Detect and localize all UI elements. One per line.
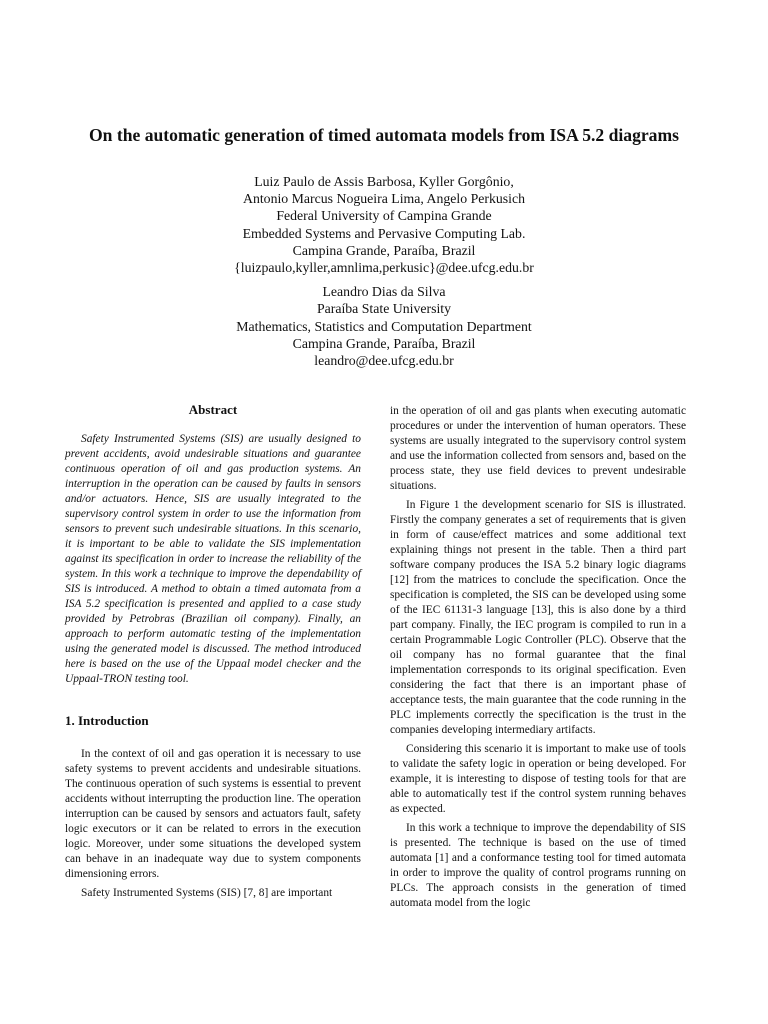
body-paragraph: in the operation of oil and gas plants when executing automatic procedures or under the intervention of human operators. These systems are usually integrated to the supervisory control system and use the information collected from sensors and, based on the process state, they use field devices to prevent undesirable situations. xyxy=(390,405,686,492)
author-block-gap xyxy=(84,276,684,283)
body-paragraph: Considering this scenario it is important to make use of tools to validate the safety logic in operation or being developed. For example, it is interesting to dispose of testing tools for that are able to automatically test if the control system running behaves as expected. xyxy=(390,743,686,815)
author-line: Antonio Marcus Nogueira Lima, Angelo Perkusich xyxy=(242,191,525,207)
affiliation-line: Federal University of Campina Grande xyxy=(276,208,492,224)
affiliation-line: Campina Grande, Paraíba, Brazil xyxy=(292,335,476,351)
author-emails: {luizpaulo,kyller,amnlima,perkusic}@dee.ufcg.edu.br xyxy=(234,260,534,276)
abstract-heading: Abstract xyxy=(188,402,238,417)
affiliation-line: Embedded Systems and Pervasive Computing Lab. xyxy=(242,225,526,241)
intro-paragraph: Safety Instrumented Systems (SIS) [7, 8] are important xyxy=(81,887,333,899)
author-affiliations xyxy=(84,173,684,369)
abstract-text: Safety Instrumented Systems (SIS) are usually designed to prevent accidents, avoid undesirable situations and guarantee continuous operation of oil and gas production systems. An interruption in the operation can be caused by faults in sensors and/or actuators. Hence, SIS are usually integrated to the supervisory control system in order to use the information from sensors to prevent such undesirable situations. In this scenario, it is important to be able to validate the SIS implementation against its specification in order to increase the reliability of the system. In this work a technique to improve the dependability of SIS is introduced. A method to obtain a timed automata from a ISA 5.2 specification is presented and applied to a case study provided by Petrobras (Brazilian oil company). Finally, an approach to perform automatic testing of the implementation using the generated model is discussed. The method introduced here is based on the use of the Uppaal model checker and the Uppaal-TRON testing tool. xyxy=(65,433,361,685)
author-email: leandro@dee.ufcg.edu.br xyxy=(314,353,454,369)
left-column xyxy=(65,402,361,905)
paper-title: On the automatic generation of timed automata models from ISA 5.2 diagrams xyxy=(88,125,679,145)
intro-paragraph: In the context of oil and gas operation it is necessary to use safety systems to prevent accidents and undesirable situations. The continuous operation of such systems is essential to prevent accidents without interrupting the production line. The operation interruption can be caused by sensors and actuators fault, safety logic executors or it can be related to errors in the execution logic. Moreover, under some situations the developed system can behave in an inadequate way due to system components dimensioning errors. xyxy=(65,748,361,880)
affiliation-line: Campina Grande, Paraíba, Brazil xyxy=(292,242,476,258)
body-paragraph: In this work a technique to improve the dependability of SIS is presented. The technique is based on the use of timed automata [1] and a conformance testing tool for timed automata in order to improve the quality of control programs running on PLCs. The approach consists in the generation of timed automata model from the logic xyxy=(390,822,686,909)
affiliation-line: Mathematics, Statistics and Computation Department xyxy=(236,318,532,334)
body-paragraph: In Figure 1 the development scenario for SIS is illustrated. Firstly the company generates a set of requirements that is given in form of cause/effect matrices and some additional text explaining things not present in the table. Then a third part software company produces the ISA 5.2 binary logic diagrams [12] from the matrices to conclude the specification. Once the specification is completed, the SIS can be developed using some of the IEC 61131-3 language [13], this is also done by a third part company. Finally, the IEC program is compiled to run in a certain Programmable Logic Controller (PLC). Observe that the oil company has no formal guarantee that the final implementation corresponds to its original specification. Even considering the fact that there is an important phase of acceptance tests, the main guarantee that the code running in the PLC implements correctly the specification is the trust in the companies developing intermediary artifacts. xyxy=(390,499,686,736)
right-column xyxy=(390,404,686,915)
author-line: Luiz Paulo de Assis Barbosa, Kyller Gorgônio, xyxy=(254,174,514,189)
author-line: Leandro Dias da Silva xyxy=(322,284,446,300)
section-heading-introduction: 1. Introduction xyxy=(65,713,149,728)
affiliation-line: Paraíba State University xyxy=(316,301,452,317)
